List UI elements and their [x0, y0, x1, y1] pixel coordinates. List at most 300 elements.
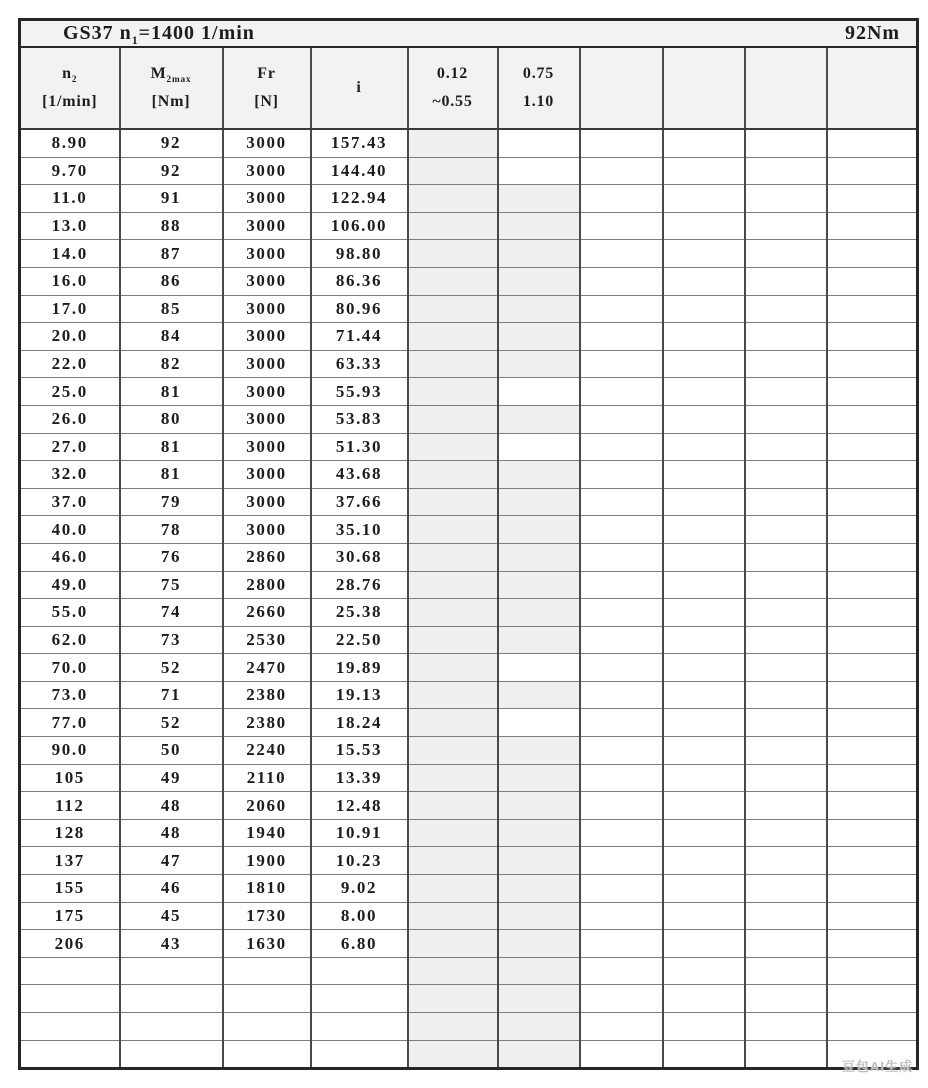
cell-empty: [827, 571, 918, 599]
cell-n2: 32.0: [20, 461, 120, 489]
cell-empty: [745, 295, 827, 323]
table-row: [20, 599, 918, 627]
cell-power-high: [498, 571, 580, 599]
cell-n2: 105: [20, 764, 120, 792]
cell-empty: [745, 847, 827, 875]
cell-empty: [663, 985, 745, 1013]
cell-empty: [663, 240, 745, 268]
cell-power-high: [498, 792, 580, 820]
cell-empty: [745, 654, 827, 682]
cell-power-low: [408, 792, 498, 820]
cell-empty: [663, 599, 745, 627]
cell-power-low: [408, 847, 498, 875]
cell-power-low: [408, 461, 498, 489]
cell-empty: [827, 819, 918, 847]
table-row: [20, 350, 918, 378]
cell-empty: [663, 654, 745, 682]
cell-power-low: [408, 930, 498, 958]
cell-m2max: 73: [120, 626, 223, 654]
table-row: [20, 433, 918, 461]
cell-power-low: [408, 488, 498, 516]
cell-n2: 8.90: [20, 129, 120, 157]
cell-m2max: 52: [120, 709, 223, 737]
table-row: [20, 1013, 918, 1041]
table-title: GS37 $n_1=1400$ 1/min: [63, 22, 255, 47]
cell-fr: 3000: [223, 185, 311, 213]
header-empty: [580, 47, 663, 129]
table-row: [20, 709, 918, 737]
cell-power-high: [498, 240, 580, 268]
cell-empty: [663, 185, 745, 213]
cell-empty: [827, 902, 918, 930]
cell-power-high: [498, 461, 580, 489]
cell-i: 55.93: [311, 378, 408, 406]
cell-i: 6.80: [311, 930, 408, 958]
cell-empty: [663, 792, 745, 820]
cell-power-high: [498, 378, 580, 406]
header-power-075-110: 0.75 1.10: [498, 47, 580, 129]
cell-empty: [745, 819, 827, 847]
cell-empty: [827, 737, 918, 765]
table-row: [20, 295, 918, 323]
cell-empty: [827, 626, 918, 654]
cell-empty: [580, 764, 663, 792]
cell-empty: [745, 185, 827, 213]
cell-empty: [827, 930, 918, 958]
cell-power-low: [408, 819, 498, 847]
cell-empty: [580, 433, 663, 461]
cell-empty: [745, 792, 827, 820]
cell-i: [311, 1040, 408, 1069]
cell-empty: [663, 516, 745, 544]
cell-empty: [745, 461, 827, 489]
cell-empty: [745, 378, 827, 406]
cell-m2max: 78: [120, 516, 223, 544]
cell-empty: [827, 433, 918, 461]
cell-power-high: [498, 543, 580, 571]
table-row: [20, 461, 918, 489]
cell-n2: 40.0: [20, 516, 120, 544]
cell-empty: [580, 267, 663, 295]
cell-i: 28.76: [311, 571, 408, 599]
cell-fr: 3000: [223, 240, 311, 268]
cell-i: 122.94: [311, 185, 408, 213]
cell-empty: [663, 433, 745, 461]
cell-power-high: [498, 930, 580, 958]
cell-empty: [663, 488, 745, 516]
header-n2: $n_2$ [1/min]: [20, 47, 120, 129]
cell-i: 144.40: [311, 157, 408, 185]
cell-fr: 3000: [223, 378, 311, 406]
cell-empty: [580, 819, 663, 847]
cell-empty: [827, 792, 918, 820]
cell-m2max: 82: [120, 350, 223, 378]
cell-n2: 206: [20, 930, 120, 958]
cell-power-high: [498, 875, 580, 903]
cell-empty: [745, 599, 827, 627]
cell-m2max: [120, 1013, 223, 1041]
table-row: [20, 875, 918, 903]
cell-fr: [223, 1040, 311, 1069]
cell-empty: [745, 405, 827, 433]
cell-fr: [223, 1013, 311, 1041]
cell-n2: 14.0: [20, 240, 120, 268]
cell-m2max: [120, 985, 223, 1013]
cell-empty: [580, 350, 663, 378]
cell-n2: 90.0: [20, 737, 120, 765]
cell-n2: 16.0: [20, 267, 120, 295]
cell-empty: [827, 461, 918, 489]
cell-m2max: 87: [120, 240, 223, 268]
cell-empty: [663, 212, 745, 240]
cell-empty: [827, 295, 918, 323]
cell-m2max: 49: [120, 764, 223, 792]
cell-empty: [827, 764, 918, 792]
cell-i: 51.30: [311, 433, 408, 461]
header-ratio-i: i: [311, 47, 408, 129]
cell-m2max: 48: [120, 792, 223, 820]
cell-empty: [745, 212, 827, 240]
cell-fr: 3000: [223, 516, 311, 544]
table-row: [20, 985, 918, 1013]
cell-empty: [663, 350, 745, 378]
cell-empty: [580, 488, 663, 516]
cell-fr: [223, 957, 311, 985]
cell-i: 10.23: [311, 847, 408, 875]
cell-fr: 1900: [223, 847, 311, 875]
cell-i: 71.44: [311, 323, 408, 351]
cell-m2max: 92: [120, 129, 223, 157]
cell-empty: [827, 543, 918, 571]
cell-empty: [827, 957, 918, 985]
cell-empty: [827, 323, 918, 351]
cell-power-high: [498, 295, 580, 323]
cell-m2max: 52: [120, 654, 223, 682]
cell-empty: [745, 129, 827, 157]
cell-power-high: [498, 323, 580, 351]
cell-i: 8.00: [311, 902, 408, 930]
cell-i: 106.00: [311, 212, 408, 240]
cell-power-low: [408, 571, 498, 599]
cell-i: 12.48: [311, 792, 408, 820]
cell-empty: [827, 267, 918, 295]
cell-n2: 26.0: [20, 405, 120, 433]
cell-fr: 3000: [223, 461, 311, 489]
cell-power-low: [408, 350, 498, 378]
cell-power-low: [408, 709, 498, 737]
cell-empty: [745, 681, 827, 709]
cell-power-low: [408, 212, 498, 240]
cell-empty: [827, 599, 918, 627]
cell-m2max: 81: [120, 378, 223, 406]
cell-power-low: [408, 626, 498, 654]
cell-n2: 155: [20, 875, 120, 903]
cell-empty: [745, 930, 827, 958]
cell-empty: [580, 847, 663, 875]
table-row: [20, 902, 918, 930]
cell-i: 30.68: [311, 543, 408, 571]
cell-power-high: [498, 847, 580, 875]
cell-power-high: [498, 185, 580, 213]
cell-m2max: 91: [120, 185, 223, 213]
cell-empty: [827, 654, 918, 682]
cell-empty: [663, 543, 745, 571]
cell-power-low: [408, 681, 498, 709]
cell-empty: [580, 599, 663, 627]
cell-i: 9.02: [311, 875, 408, 903]
cell-fr: 3000: [223, 295, 311, 323]
cell-empty: [827, 350, 918, 378]
cell-power-low: [408, 405, 498, 433]
table-row: [20, 240, 918, 268]
cell-empty: [663, 875, 745, 903]
cell-i: 63.33: [311, 350, 408, 378]
cell-n2: 62.0: [20, 626, 120, 654]
cell-empty: [827, 709, 918, 737]
cell-fr: 1810: [223, 875, 311, 903]
cell-fr: 2660: [223, 599, 311, 627]
cell-power-high: [498, 654, 580, 682]
cell-power-low: [408, 240, 498, 268]
cell-power-high: [498, 599, 580, 627]
cell-empty: [663, 129, 745, 157]
cell-empty: [663, 461, 745, 489]
cell-power-low: [408, 764, 498, 792]
cell-power-high: [498, 405, 580, 433]
cell-power-high: [498, 488, 580, 516]
cell-i: 80.96: [311, 295, 408, 323]
cell-i: 15.53: [311, 737, 408, 765]
cell-n2: 20.0: [20, 323, 120, 351]
cell-fr: 1630: [223, 930, 311, 958]
table-row: [20, 185, 918, 213]
cell-fr: 2240: [223, 737, 311, 765]
cell-n2: 55.0: [20, 599, 120, 627]
cell-empty: [745, 985, 827, 1013]
cell-m2max: 85: [120, 295, 223, 323]
cell-fr: 2380: [223, 681, 311, 709]
cell-empty: [580, 129, 663, 157]
gearbox-rating-table: [18, 18, 919, 1070]
cell-power-low: [408, 902, 498, 930]
cell-empty: [745, 157, 827, 185]
table-row: [20, 957, 918, 985]
cell-i: [311, 957, 408, 985]
cell-empty: [745, 764, 827, 792]
cell-power-low: [408, 985, 498, 1013]
cell-fr: 3000: [223, 267, 311, 295]
cell-empty: [663, 571, 745, 599]
cell-power-low: [408, 323, 498, 351]
table-row: [20, 737, 918, 765]
cell-fr: 1730: [223, 902, 311, 930]
cell-power-low: [408, 1013, 498, 1041]
cell-empty: [580, 985, 663, 1013]
table-row: [20, 516, 918, 544]
cell-i: 157.43: [311, 129, 408, 157]
cell-empty: [745, 875, 827, 903]
table-row: [20, 571, 918, 599]
cell-empty: [663, 709, 745, 737]
cell-m2max: [120, 1040, 223, 1069]
cell-empty: [580, 543, 663, 571]
cell-power-low: [408, 875, 498, 903]
cell-fr: 2530: [223, 626, 311, 654]
cell-empty: [663, 737, 745, 765]
cell-fr: 3000: [223, 433, 311, 461]
watermark-text: 豆包AI生成: [841, 1059, 913, 1074]
cell-fr: 3000: [223, 350, 311, 378]
cell-empty: [745, 571, 827, 599]
cell-m2max: 76: [120, 543, 223, 571]
cell-i: 10.91: [311, 819, 408, 847]
cell-n2: [20, 957, 120, 985]
cell-n2: [20, 1013, 120, 1041]
cell-fr: 3000: [223, 405, 311, 433]
cell-empty: [745, 709, 827, 737]
cell-power-high: [498, 737, 580, 765]
cell-power-high: [498, 1013, 580, 1041]
cell-fr: 2800: [223, 571, 311, 599]
cell-m2max: 45: [120, 902, 223, 930]
cell-power-high: [498, 985, 580, 1013]
cell-power-low: [408, 599, 498, 627]
table-row: [20, 819, 918, 847]
cell-empty: [580, 737, 663, 765]
cell-empty: [663, 847, 745, 875]
cell-empty: [580, 212, 663, 240]
cell-m2max: [120, 957, 223, 985]
cell-power-low: [408, 737, 498, 765]
header-empty: [827, 47, 918, 129]
cell-n2: [20, 1040, 120, 1069]
cell-i: 13.39: [311, 764, 408, 792]
cell-i: 18.24: [311, 709, 408, 737]
cell-fr: 3000: [223, 212, 311, 240]
cell-empty: [827, 129, 918, 157]
cell-n2: 46.0: [20, 543, 120, 571]
cell-empty: [580, 930, 663, 958]
cell-power-low: [408, 1040, 498, 1069]
cell-empty: [745, 957, 827, 985]
cell-i: 22.50: [311, 626, 408, 654]
cell-empty: [580, 1040, 663, 1069]
cell-power-low: [408, 957, 498, 985]
cell-power-low: [408, 157, 498, 185]
cell-empty: [745, 488, 827, 516]
cell-empty: [580, 461, 663, 489]
cell-empty: [663, 1040, 745, 1069]
cell-empty: [663, 902, 745, 930]
cell-empty: [663, 764, 745, 792]
cell-power-low: [408, 654, 498, 682]
cell-empty: [580, 681, 663, 709]
cell-power-low: [408, 378, 498, 406]
cell-i: 37.66: [311, 488, 408, 516]
cell-i: [311, 985, 408, 1013]
cell-power-high: [498, 819, 580, 847]
torque-rating: 92Nm: [844, 22, 901, 44]
header-empty: [745, 47, 827, 129]
cell-empty: [580, 571, 663, 599]
cell-empty: [827, 185, 918, 213]
cell-empty: [580, 185, 663, 213]
table-row: [20, 626, 918, 654]
table-row: [20, 930, 918, 958]
table-row: [20, 764, 918, 792]
header-fr: Fr [N]: [223, 47, 311, 129]
cell-empty: [580, 1013, 663, 1041]
cell-i: 43.68: [311, 461, 408, 489]
cell-empty: [827, 488, 918, 516]
cell-empty: [663, 323, 745, 351]
cell-empty: [580, 323, 663, 351]
table-row: [20, 488, 918, 516]
cell-i: 53.83: [311, 405, 408, 433]
cell-empty: [663, 378, 745, 406]
table-row: [20, 543, 918, 571]
cell-empty: [745, 350, 827, 378]
cell-m2max: 50: [120, 737, 223, 765]
cell-empty: [827, 378, 918, 406]
cell-i: 98.80: [311, 240, 408, 268]
cell-fr: 2860: [223, 543, 311, 571]
cell-empty: [745, 516, 827, 544]
cell-power-high: [498, 957, 580, 985]
cell-n2: 17.0: [20, 295, 120, 323]
cell-power-high: [498, 433, 580, 461]
cell-empty: [745, 737, 827, 765]
cell-n2: 137: [20, 847, 120, 875]
cell-empty: [827, 405, 918, 433]
cell-m2max: 80: [120, 405, 223, 433]
header-m2max: $M_{2max}$ [Nm]: [120, 47, 223, 129]
cell-empty: [745, 626, 827, 654]
cell-m2max: 81: [120, 461, 223, 489]
cell-empty: [745, 1013, 827, 1041]
cell-m2max: 92: [120, 157, 223, 185]
cell-n2: 77.0: [20, 709, 120, 737]
cell-power-low: [408, 433, 498, 461]
cell-fr: [223, 985, 311, 1013]
table-row: [20, 378, 918, 406]
cell-empty: [745, 267, 827, 295]
cell-empty: [663, 681, 745, 709]
cell-empty: [580, 157, 663, 185]
table-row: [20, 847, 918, 875]
cell-m2max: 47: [120, 847, 223, 875]
cell-empty: [580, 626, 663, 654]
cell-empty: [827, 516, 918, 544]
cell-empty: [827, 157, 918, 185]
cell-empty: [663, 405, 745, 433]
cell-power-high: [498, 626, 580, 654]
cell-empty: [580, 405, 663, 433]
cell-empty: [827, 240, 918, 268]
cell-i: 35.10: [311, 516, 408, 544]
cell-m2max: 75: [120, 571, 223, 599]
cell-m2max: 46: [120, 875, 223, 903]
table-row: [20, 405, 918, 433]
cell-power-low: [408, 543, 498, 571]
cell-fr: 3000: [223, 323, 311, 351]
table-row: [20, 157, 918, 185]
title-subscript: 1: [131, 34, 139, 47]
cell-m2max: 71: [120, 681, 223, 709]
cell-m2max: 88: [120, 212, 223, 240]
cell-empty: [745, 543, 827, 571]
cell-empty: [580, 240, 663, 268]
